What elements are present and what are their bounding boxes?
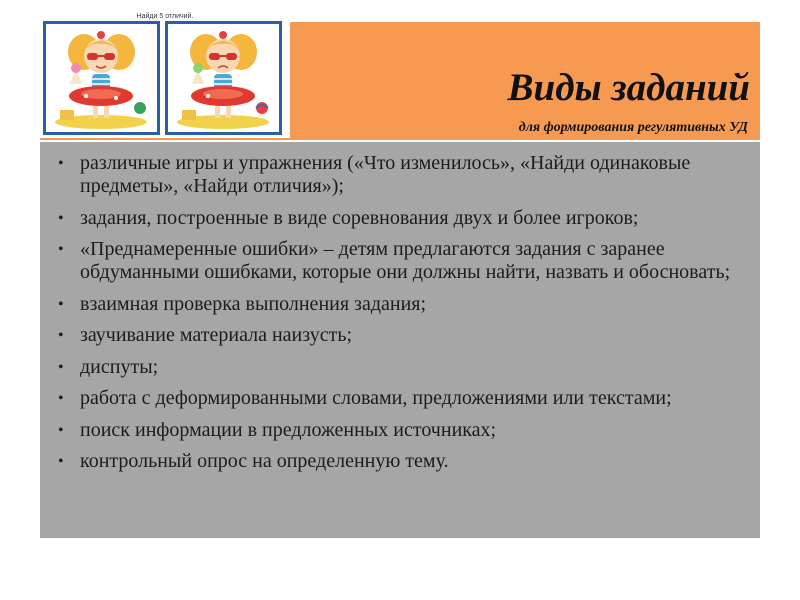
list-item-text: задания, построенные в виде соревнования двух и более игроков; xyxy=(80,206,639,229)
list-item-text: «Преднамеренные ошибки» – детям предлагаются задания с заранее обдуманными ошибками, которые они должны найти, назвать и обосновать; xyxy=(80,238,731,283)
task-list-panel xyxy=(40,142,760,538)
spot-the-difference-illustration xyxy=(40,13,290,138)
list-item-text: взаимная проверка выполнения задания; xyxy=(80,292,427,315)
bullet-icon: • xyxy=(58,295,64,313)
slide-title: Виды заданий xyxy=(507,66,750,109)
bullet-icon: • xyxy=(58,453,64,470)
list-item xyxy=(54,450,746,473)
list-item xyxy=(54,419,746,442)
list-item xyxy=(54,207,746,230)
list-item xyxy=(54,387,746,410)
list-item-text: различные игры и упражнения («Что изменилось», «Найди одинаковые предметы», «Найди отличия»); xyxy=(80,152,691,197)
picture-panel-left xyxy=(43,21,160,135)
bullet-icon: • xyxy=(58,390,64,407)
list-item xyxy=(54,152,746,198)
list-item xyxy=(54,324,746,347)
bullet-icon: • xyxy=(58,155,64,172)
girl-illustration-right xyxy=(168,24,279,132)
bullet-icon: • xyxy=(58,358,64,376)
slide-subtitle: для формирования регулятивных УД xyxy=(518,120,748,135)
bullet-icon: • xyxy=(58,327,64,344)
list-item-text: контрольный опрос на определенную тему. xyxy=(80,450,449,472)
bullet-icon: • xyxy=(58,209,64,227)
list-item-text: заучивание материала наизусть; xyxy=(80,324,353,346)
bullet-icon: • xyxy=(58,241,64,258)
list-item-text: работа с деформированными словами, предложениями или текстами; xyxy=(80,387,672,409)
task-list xyxy=(54,152,746,473)
picture-panel-right xyxy=(165,21,282,135)
girl-illustration-left xyxy=(46,24,157,132)
list-item xyxy=(54,238,746,284)
puzzle-caption: Найди 5 отличий. xyxy=(136,13,194,20)
list-item-text: поиск информации в предложенных источниках; xyxy=(80,418,497,441)
list-item xyxy=(54,293,746,316)
list-item-text: диспуты; xyxy=(80,355,159,378)
bullet-icon: • xyxy=(58,421,64,439)
list-item xyxy=(54,356,746,379)
